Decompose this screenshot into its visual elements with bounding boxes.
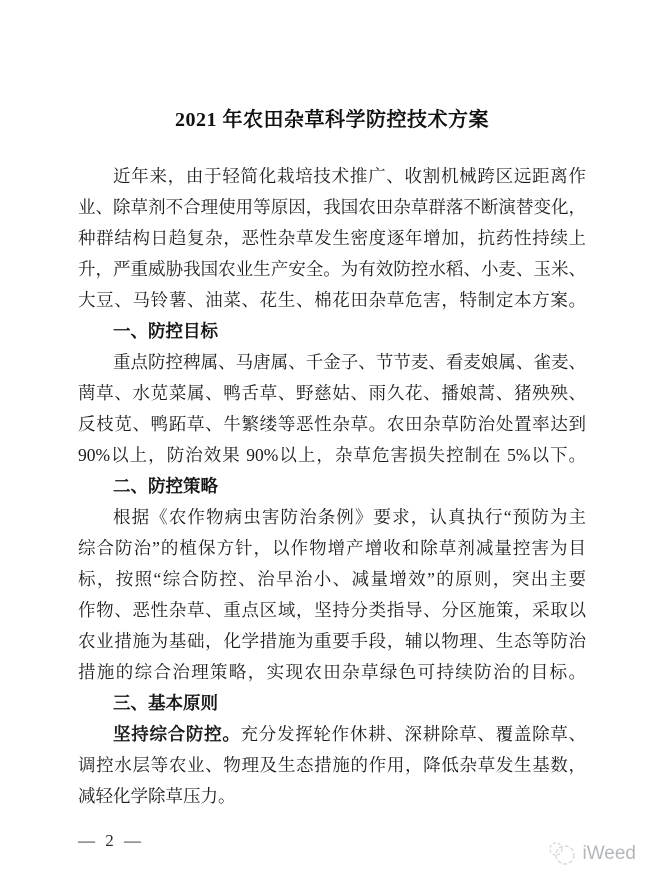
iweed-logo-icon [547,841,577,867]
section-heading-1: 一、防控目标 [113,321,218,341]
paragraph-line-text: 充分发挥轮作休耕、深耕除草、覆盖除草、 [240,724,587,744]
paragraph-line: 调控水层等农业、物理及生态措施的作用，降低杂草发生基数， [78,755,586,775]
paragraph-line: 标，按照“综合防控、治早治小、减量增效”的原则，突出主要 [78,569,586,589]
paragraph-line: 综合防治”的植保方针，以作物增产增收和除草剂减量控害为目 [78,538,586,558]
paragraph-line: 大豆、马铃薯、油菜、花生、棉花田杂草危害，特制定本方案。 [78,290,586,310]
paragraph-line: 农业措施为基础，化学措施为重要手段，辅以物理、生态等防治 [78,631,586,651]
document-body [78,103,586,812]
paragraph-line: 升，严重威胁我国农业生产安全。为有效防控水稻、小麦、玉米、 [78,259,586,279]
paragraph-line: 种群结构日趋复杂，恶性杂草发生密度逐年增加，抗药性持续上 [78,228,586,248]
paragraph-line: 近年来，由于轻简化栽培技术推广、收割机械跨区远距离作 [113,166,586,186]
paragraph-line: 减轻化学除草压力。 [78,786,236,806]
paragraph-line: 作物、恶性杂草、重点区域，坚持分类指导、分区施策，采取以 [78,600,586,620]
document-title: 2021 年农田杂草科学防控技术方案 [175,109,489,131]
page-number: — 2 — [78,831,144,850]
section-heading-2: 二、防控策略 [113,476,218,496]
watermark-label: iWeed [582,843,636,864]
paragraph-line: 根据《农作物病虫害防治条例》要求，认真执行“预防为主 [113,507,586,527]
paragraph-line [78,719,586,750]
bold-phrase: 坚持综合防控。 [113,724,241,744]
section-heading-3: 三、基本原则 [113,693,218,713]
paragraph-line: 菵草、水苋菜属、鸭舌草、野慈姑、雨久花、播娘蒿、猪殃殃、 [78,383,586,403]
watermark [547,841,636,867]
paragraph-line: 反枝苋、鸭跖草、牛繁缕等恶性杂草。农田杂草防治处置率达到 [78,414,586,434]
paragraph-line: 业、除草剂不合理使用等原因，我国农田杂草群落不断演替变化， [78,197,586,217]
paragraph-line: 90%以上，防治效果 90%以上，杂草危害损失控制在 5%以下。 [78,445,586,465]
paragraph-line: 重点防控稗属、马唐属、千金子、节节麦、看麦娘属、雀麦、 [113,352,586,372]
paragraph-line: 措施的综合治理策略，实现农田杂草绿色可持续防治的目标。 [78,662,586,682]
